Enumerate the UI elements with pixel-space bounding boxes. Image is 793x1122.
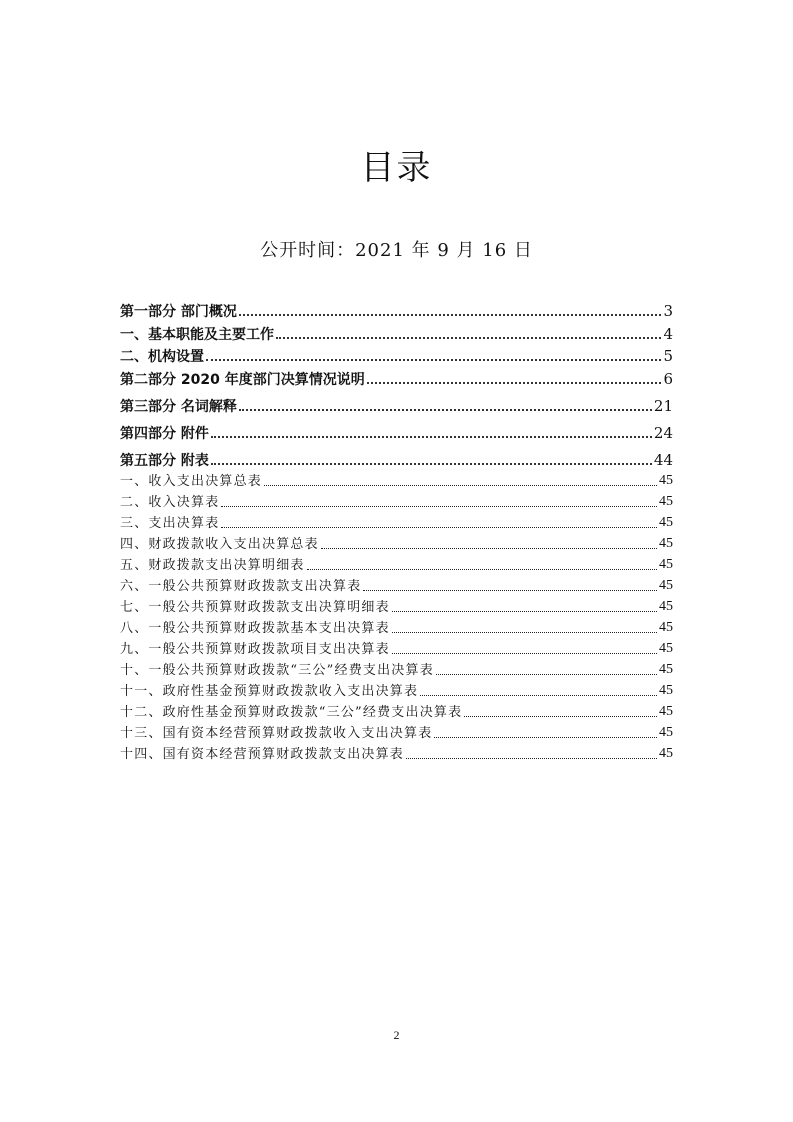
toc-entry[interactable] <box>120 537 673 551</box>
toc-entry[interactable] <box>120 349 673 364</box>
toc-entry-label: 第三部分 名词解释 <box>120 399 237 415</box>
toc-entry[interactable] <box>120 621 673 635</box>
toc-entry-label: 十四、国有资本经营预算财政拨款支出决算表 <box>120 747 405 762</box>
dot-leader <box>434 736 657 738</box>
toc-entry-label: 三、支出决算表 <box>120 516 220 531</box>
toc-entry-label: 五、财政拨款支出决算明细表 <box>120 558 305 573</box>
toc-entry-page: 45 <box>659 620 673 635</box>
dot-leader <box>392 652 657 654</box>
toc-entry[interactable] <box>120 747 673 761</box>
dot-leader <box>211 435 652 438</box>
dot-leader <box>420 694 657 696</box>
dot-leader <box>436 673 657 675</box>
toc-entry-label: 一、基本职能及主要工作 <box>120 327 274 343</box>
dot-leader <box>264 484 657 486</box>
toc-entry[interactable] <box>120 372 673 387</box>
toc-entry-page: 45 <box>659 494 673 509</box>
dot-leader <box>392 631 657 633</box>
toc-entry-page: 45 <box>659 746 673 761</box>
dot-leader <box>392 610 657 612</box>
dot-leader <box>206 358 661 361</box>
dot-leader <box>464 715 657 717</box>
toc-entry-label: 一、收入支出决算总表 <box>120 474 263 489</box>
toc-entry[interactable] <box>120 399 673 414</box>
toc-entry[interactable] <box>120 453 673 468</box>
toc-entry-label: 第四部分 附件 <box>120 426 209 442</box>
dot-leader <box>276 336 661 339</box>
toc-entry-label: 九、一般公共预算财政拨款项目支出决算表 <box>120 642 390 657</box>
toc-entry[interactable] <box>120 558 673 572</box>
toc-entry[interactable] <box>120 600 673 614</box>
toc-entry-page: 45 <box>659 557 673 572</box>
toc-entry[interactable] <box>120 495 673 509</box>
toc-entry[interactable] <box>120 705 673 719</box>
dot-leader <box>221 505 657 507</box>
toc-entry-page: 45 <box>659 662 673 677</box>
toc-entry-label: 六、一般公共预算财政拨款支出决算表 <box>120 579 362 594</box>
toc-entry-page: 3 <box>663 302 673 320</box>
toc-entry-page: 45 <box>659 578 673 593</box>
dot-leader <box>406 757 657 759</box>
toc-entry[interactable] <box>120 474 673 488</box>
dot-leader <box>239 408 652 411</box>
toc-entry[interactable] <box>120 684 673 698</box>
toc-entry[interactable] <box>120 663 673 677</box>
dot-leader <box>211 462 652 465</box>
dot-leader <box>221 526 657 528</box>
toc-entry-label: 十、一般公共预算财政拨款“三公”经费支出决算表 <box>120 663 434 678</box>
toc-entry[interactable] <box>120 327 673 342</box>
toc-entry-page: 45 <box>659 683 673 698</box>
toc-entry-page: 45 <box>659 599 673 614</box>
toc-entry-label: 第五部分 附表 <box>120 453 209 469</box>
toc-entry-page: 4 <box>663 325 673 343</box>
toc-entry-page: 45 <box>659 704 673 719</box>
dot-leader <box>239 313 662 316</box>
toc-entry[interactable] <box>120 516 673 530</box>
toc-entry[interactable] <box>120 304 673 319</box>
publish-date: 公开时间：2021 年 9 月 16 日 <box>260 240 533 261</box>
toc-entry-page: 5 <box>663 347 673 365</box>
toc-entry[interactable] <box>120 726 673 740</box>
toc-entry-label: 八、一般公共预算财政拨款基本支出决算表 <box>120 621 390 636</box>
toc-entry-label: 七、一般公共预算财政拨款支出决算明细表 <box>120 600 390 615</box>
dot-leader <box>363 589 657 591</box>
footer-page-number: 2 <box>393 1028 400 1042</box>
toc-entry-page: 24 <box>653 424 673 442</box>
toc-entry-page: 45 <box>659 641 673 656</box>
toc-entry[interactable] <box>120 642 673 656</box>
toc-entry-page: 45 <box>659 536 673 551</box>
page-title: 目录 <box>360 148 433 188</box>
dot-leader <box>307 568 657 570</box>
toc-entry-page: 44 <box>653 451 673 469</box>
toc-entry-label: 二、收入决算表 <box>120 495 220 510</box>
dot-leader <box>367 381 662 384</box>
dot-leader <box>321 547 657 549</box>
toc-entry-page: 45 <box>659 473 673 488</box>
toc-entry-page: 45 <box>659 725 673 740</box>
toc-entry[interactable] <box>120 579 673 593</box>
toc-entry-label: 十一、政府性基金预算财政拨款收入支出决算表 <box>120 684 419 699</box>
toc-entry-label: 第二部分 2020 年度部门决算情况说明 <box>120 372 365 388</box>
toc-entry-label: 二、机构设置 <box>120 349 204 365</box>
toc-entry-label: 第一部分 部门概况 <box>120 304 237 320</box>
toc-entry-label: 十三、国有资本经营预算财政拨款收入支出决算表 <box>120 726 433 741</box>
table-of-contents <box>120 0 673 1122</box>
toc-entry-page: 21 <box>653 397 673 415</box>
toc-entry-page: 45 <box>659 515 673 530</box>
toc-entry-page: 6 <box>663 370 673 388</box>
toc-entry[interactable] <box>120 426 673 441</box>
toc-entry-label: 四、财政拨款收入支出决算总表 <box>120 537 319 552</box>
toc-entry-label: 十二、政府性基金预算财政拨款“三公”经费支出决算表 <box>120 705 463 720</box>
